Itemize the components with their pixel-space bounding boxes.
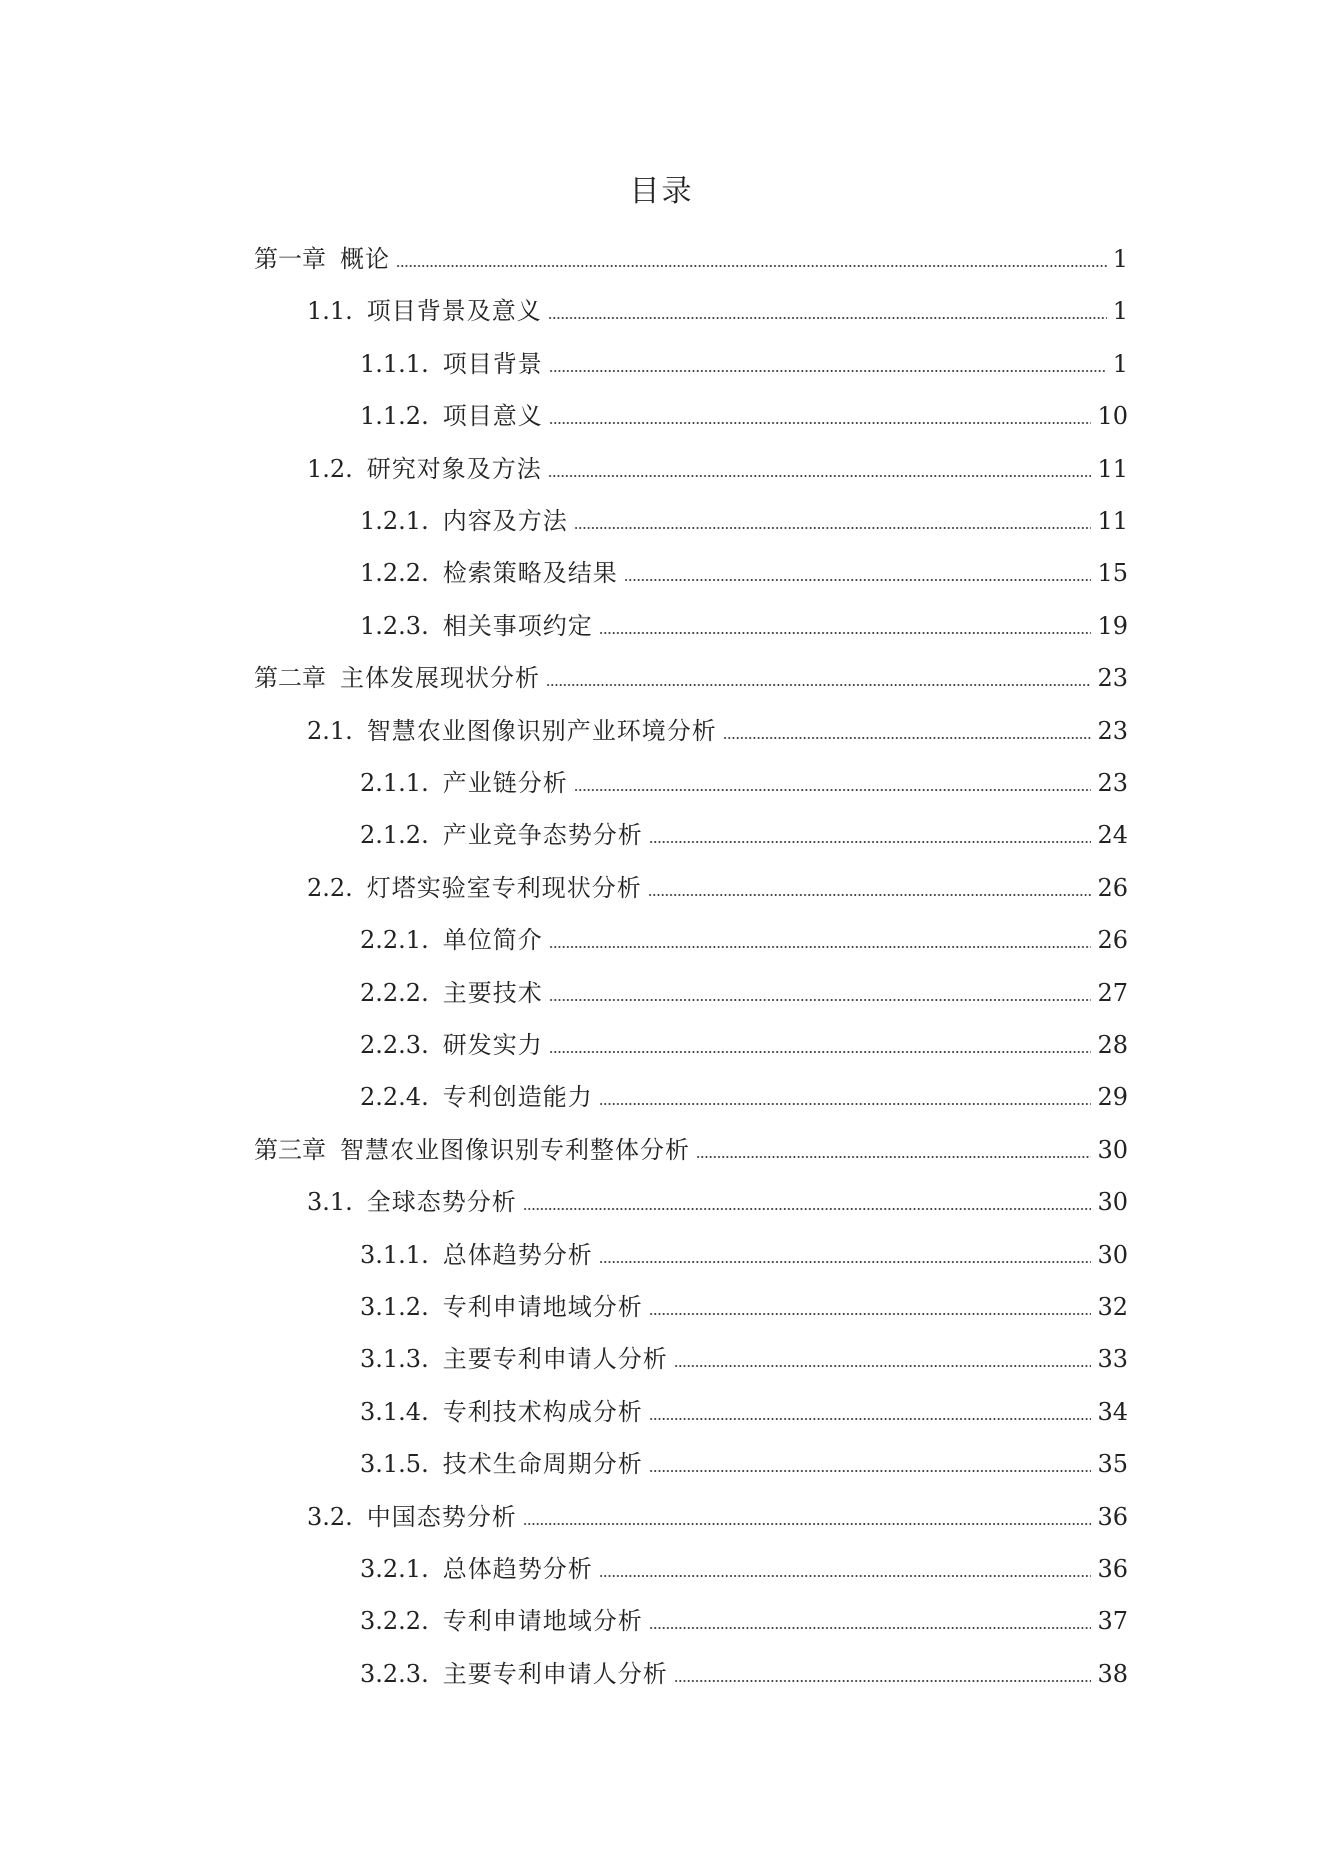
toc-entry-title: 主体发展现状分析 — [340, 664, 540, 692]
toc-entry-number: 1.2. — [307, 455, 353, 483]
toc-entry-title: 主要技术 — [442, 979, 543, 1007]
toc-entry-number: 3.2.2. — [360, 1607, 429, 1635]
toc-entry-page-number: 32 — [1097, 1293, 1128, 1321]
toc-entry-page-number: 27 — [1097, 979, 1128, 1007]
toc-entry[interactable] — [360, 495, 1128, 547]
toc-entry-title: 专利申请地域分析 — [442, 1607, 643, 1635]
toc-entry-number: 1.1.2. — [360, 402, 429, 430]
toc-entry[interactable] — [360, 1229, 1128, 1281]
toc-entry-number: 第三章 — [254, 1136, 326, 1164]
toc-entry-page-number: 23 — [1097, 769, 1128, 797]
toc-entry-title: 智慧农业图像识别专利整体分析 — [340, 1136, 690, 1164]
toc-entry-number: 1.2.2. — [360, 559, 429, 587]
toc-entry-page-number: 26 — [1097, 926, 1128, 954]
toc-entry-number: 1.2.3. — [360, 612, 429, 640]
toc-entry-title: 项目意义 — [442, 402, 543, 430]
toc-entry-page-number: 35 — [1097, 1450, 1128, 1478]
toc-entry-title: 专利创造能力 — [442, 1083, 593, 1111]
toc-entry-number: 2.2.2. — [360, 979, 429, 1007]
toc-entry[interactable] — [360, 390, 1128, 442]
toc-entry-title: 研究对象及方法 — [366, 455, 542, 483]
toc-dot-leader — [523, 1206, 1092, 1212]
toc-dot-leader — [624, 577, 1092, 583]
toc-entry-number: 2.2.3. — [360, 1031, 429, 1059]
toc-entry[interactable] — [360, 1648, 1128, 1700]
toc-entry-number: 第一章 — [254, 245, 326, 273]
toc-entry-page-number: 1 — [1112, 245, 1128, 273]
toc-entry-title: 技术生命周期分析 — [442, 1450, 643, 1478]
toc-entry[interactable] — [307, 1491, 1128, 1543]
toc-entry[interactable] — [360, 967, 1128, 1019]
toc-entry[interactable] — [254, 1124, 1128, 1176]
toc-entry[interactable] — [254, 652, 1128, 704]
toc-entry-title: 专利申请地域分析 — [442, 1293, 643, 1321]
toc-entry-title: 主要专利申请人分析 — [442, 1345, 668, 1373]
toc-entry-title: 智慧农业图像识别产业环境分析 — [366, 717, 717, 745]
toc-entry[interactable] — [307, 1176, 1128, 1228]
toc-entry[interactable] — [360, 600, 1128, 652]
toc-entry-number: 2.2.4. — [360, 1083, 429, 1111]
toc-entry[interactable] — [360, 757, 1128, 809]
toc-entry[interactable] — [360, 1019, 1128, 1071]
toc-entry-number: 2.2. — [307, 874, 353, 902]
toc-dot-leader — [523, 1521, 1092, 1527]
toc-dot-leader — [723, 735, 1092, 741]
toc-entry-title: 相关事项约定 — [442, 612, 593, 640]
toc-dot-leader — [674, 1678, 1092, 1684]
toc-entry-page-number: 28 — [1097, 1031, 1128, 1059]
toc-entry-number: 第二章 — [254, 664, 326, 692]
toc-entry-title: 检索策略及结果 — [442, 559, 618, 587]
toc-entry-page-number: 30 — [1097, 1241, 1128, 1269]
toc-dot-leader — [546, 682, 1091, 688]
toc-dot-leader — [696, 1154, 1091, 1160]
toc-entry-number: 3.1.1. — [360, 1241, 429, 1269]
toc-dot-leader — [549, 944, 1092, 950]
toc-dot-leader — [649, 1468, 1092, 1474]
toc-entry-title: 产业竞争态势分析 — [442, 821, 643, 849]
page-title: 目录 — [629, 174, 694, 209]
toc-entry-page-number: 11 — [1097, 455, 1128, 483]
toc-entry-number: 3.1.5. — [360, 1450, 429, 1478]
toc-entry-title: 产业链分析 — [442, 769, 568, 797]
toc-entry[interactable] — [307, 443, 1128, 495]
toc-entry-page-number: 23 — [1097, 664, 1128, 692]
toc-entry[interactable] — [307, 285, 1128, 337]
toc-entry-title: 主要专利申请人分析 — [442, 1660, 668, 1688]
toc-entry-number: 2.2.1. — [360, 926, 429, 954]
toc-entry[interactable] — [360, 809, 1128, 861]
toc-entry-number: 1.1. — [307, 297, 353, 325]
toc-entry-number: 1.1.1. — [360, 350, 429, 378]
toc-entry-page-number: 10 — [1097, 402, 1128, 430]
toc-entry[interactable] — [254, 233, 1128, 285]
toc-entry[interactable] — [360, 1543, 1128, 1595]
toc-entry-page-number: 34 — [1097, 1398, 1128, 1426]
toc-entry-title: 总体趋势分析 — [442, 1241, 593, 1269]
toc-dot-leader — [549, 1049, 1092, 1055]
toc-dot-leader — [549, 420, 1092, 426]
toc-entry[interactable] — [360, 1595, 1128, 1647]
toc-dot-leader — [649, 1625, 1092, 1631]
toc-entry-page-number: 24 — [1097, 821, 1128, 849]
toc-entry-title: 研发实力 — [442, 1031, 543, 1059]
toc-entry-title: 全球态势分析 — [366, 1188, 517, 1216]
toc-entry-title: 中国态势分析 — [366, 1503, 517, 1531]
toc-dot-leader — [599, 1573, 1092, 1579]
toc-entry-page-number: 30 — [1097, 1136, 1128, 1164]
toc-entry-number: 1.2.1. — [360, 507, 429, 535]
toc-entry-title: 内容及方法 — [442, 507, 568, 535]
toc-dot-leader — [396, 263, 1107, 269]
toc-entry-number: 3.1. — [307, 1188, 353, 1216]
toc-dot-leader — [649, 1416, 1092, 1422]
toc-entry[interactable] — [360, 547, 1128, 599]
toc-entry-title: 专利技术构成分析 — [442, 1398, 643, 1426]
toc-entry[interactable] — [360, 1438, 1128, 1490]
toc-entry-title: 灯塔实验室专利现状分析 — [366, 874, 642, 902]
toc-entry-number: 2.1.2. — [360, 821, 429, 849]
toc-entry-number: 3.2.3. — [360, 1660, 429, 1688]
toc-entry-page-number: 30 — [1097, 1188, 1128, 1216]
toc-entry[interactable] — [360, 1333, 1128, 1385]
toc-dot-leader — [599, 630, 1092, 636]
toc-entry-page-number: 11 — [1097, 507, 1128, 535]
toc-entry-page-number: 36 — [1097, 1503, 1128, 1531]
toc-entry[interactable] — [360, 1281, 1128, 1333]
toc-dot-leader — [674, 1363, 1092, 1369]
toc-dot-leader — [649, 1311, 1092, 1317]
toc-entry-title: 项目背景 — [442, 350, 543, 378]
toc-entry-page-number: 15 — [1097, 559, 1128, 587]
toc-entry-page-number: 1 — [1112, 297, 1128, 325]
toc-entry[interactable] — [360, 338, 1128, 390]
toc-entry-title: 概论 — [340, 245, 390, 273]
toc-entry-page-number: 38 — [1097, 1660, 1128, 1688]
toc-entry-title: 项目背景及意义 — [366, 297, 542, 325]
toc-dot-leader — [548, 473, 1092, 479]
toc-dot-leader — [574, 525, 1092, 531]
toc-entry-number: 3.1.4. — [360, 1398, 429, 1426]
toc-entry-page-number: 29 — [1097, 1083, 1128, 1111]
toc-entry-page-number: 36 — [1097, 1555, 1128, 1583]
toc-entry-title: 单位简介 — [442, 926, 543, 954]
toc-entry[interactable] — [307, 705, 1128, 757]
toc-entry-page-number: 1 — [1112, 350, 1128, 378]
toc-entry-page-number: 37 — [1097, 1607, 1128, 1635]
toc-dot-leader — [599, 1101, 1092, 1107]
toc-entry-number: 3.2. — [307, 1503, 353, 1531]
toc-entry-page-number: 23 — [1097, 717, 1128, 745]
toc-entry[interactable] — [360, 914, 1128, 966]
toc-entry-page-number: 26 — [1097, 874, 1128, 902]
toc-entry-page-number: 19 — [1097, 612, 1128, 640]
toc-dot-leader — [549, 368, 1107, 374]
toc-entry-page-number: 33 — [1097, 1345, 1128, 1373]
toc-entry-title: 总体趋势分析 — [442, 1555, 593, 1583]
toc-entry-number: 3.1.2. — [360, 1293, 429, 1321]
toc-entry-number: 2.1.1. — [360, 769, 429, 797]
toc-dot-leader — [599, 1259, 1092, 1265]
toc-entry-number: 3.1.3. — [360, 1345, 429, 1373]
toc-entry[interactable] — [307, 862, 1128, 914]
toc-dot-leader — [649, 839, 1092, 845]
toc-dot-leader — [648, 892, 1092, 898]
toc-dot-leader — [574, 787, 1092, 793]
toc-entry-number: 2.1. — [307, 717, 353, 745]
toc-entry-number: 3.2.1. — [360, 1555, 429, 1583]
toc-dot-leader — [548, 315, 1107, 321]
toc-dot-leader — [549, 997, 1092, 1003]
toc-entry[interactable] — [360, 1071, 1128, 1123]
toc-entry[interactable] — [360, 1386, 1128, 1438]
